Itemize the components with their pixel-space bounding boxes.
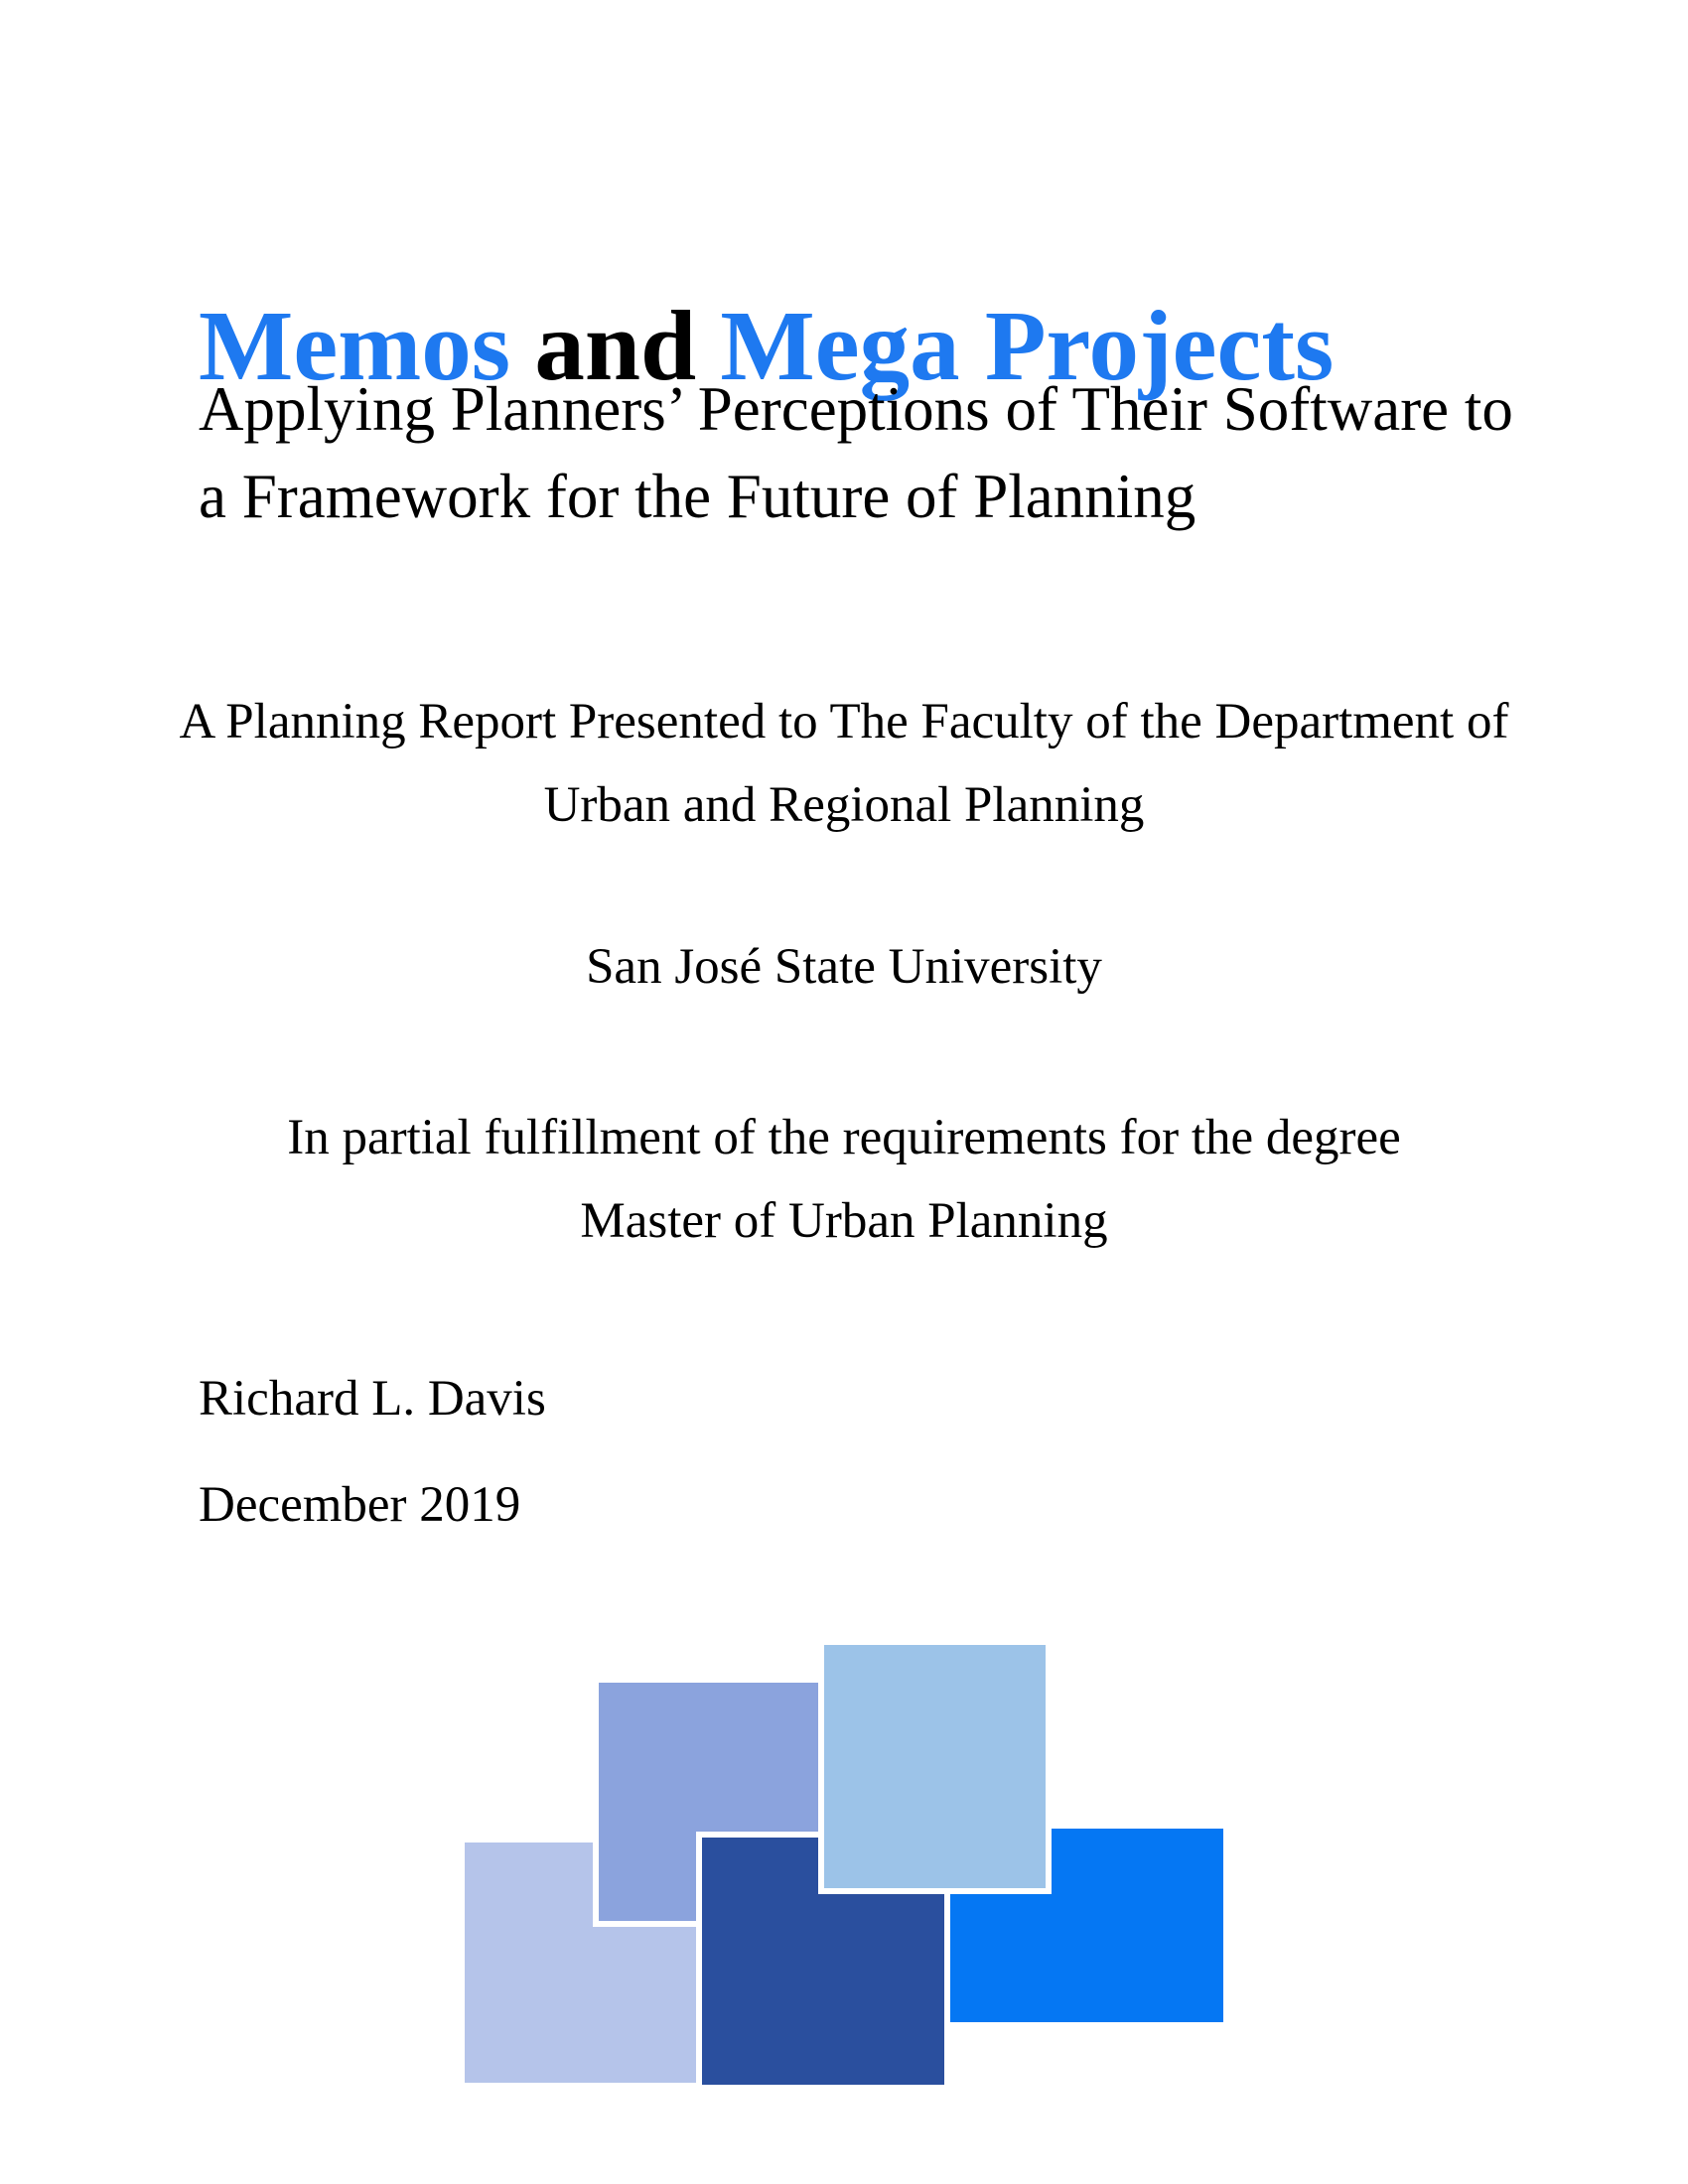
title-word-memos: Memos (199, 289, 511, 401)
title-word-mega-projects: Mega Projects (720, 289, 1335, 401)
report-subtitle-line-2: a Framework for the Future of Planning (199, 462, 1196, 531)
fulfillment-statement-line-1: In partial fulfillment of the requirements for the degree (287, 1110, 1401, 1165)
presentation-statement-line-1: A Planning Report Presented to The Faculty of the Department of (179, 694, 1509, 750)
logo-square-light-blue (818, 1639, 1052, 1894)
presentation-statement-line-2: Urban and Regional Planning (543, 777, 1145, 833)
title-word-and: and (534, 289, 697, 401)
report-subtitle-line-1: Applying Planners’ Perceptions of Their Software to (199, 374, 1513, 444)
university-name: San José State University (586, 939, 1102, 995)
degree-name: Master of Urban Planning (580, 1193, 1108, 1249)
publication-date: December 2019 (199, 1477, 521, 1533)
author-name: Richard L. Davis (199, 1371, 546, 1427)
